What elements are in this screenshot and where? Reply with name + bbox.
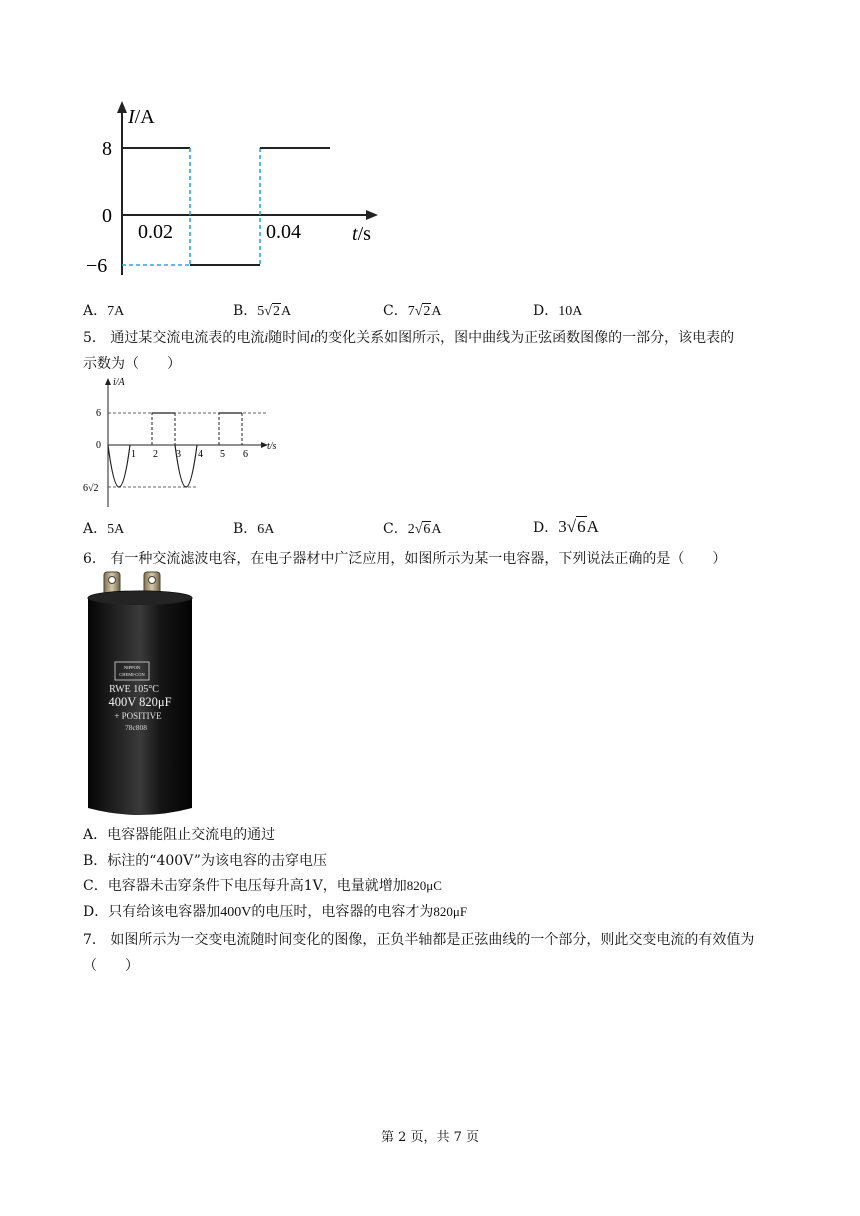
q4-option-c[interactable] — [383, 302, 442, 321]
option-radicand: 6 — [423, 522, 431, 537]
q7-stem-line2: （ ） — [83, 958, 139, 974]
option-label: C． — [383, 521, 408, 537]
q6-option-c[interactable] — [83, 877, 442, 895]
option-unit: A — [586, 517, 599, 536]
cap-line-2: 400V 820μF — [108, 695, 172, 709]
q7-stem-line1 — [83, 931, 754, 949]
q4-x-arrow — [366, 210, 378, 220]
option-value: 400V — [220, 905, 252, 920]
q4-option-b[interactable] — [233, 302, 291, 321]
cap-line-4: 78c808 — [124, 723, 148, 732]
q4-current-graph — [80, 95, 390, 285]
option-label: A． — [83, 303, 108, 319]
q5-option-a[interactable] — [83, 520, 124, 539]
option-label: D． — [533, 520, 559, 536]
q5-tick-0: 0 — [96, 440, 101, 451]
cap-line-3: + POSITIVE — [114, 711, 162, 721]
option-radicand: 6 — [577, 517, 586, 536]
q6-option-b[interactable]: B．标注的“400V”为该电容的击穿电压 — [83, 853, 327, 869]
q5-x-tick-label: 2 — [153, 449, 158, 460]
option-value: 7A — [107, 304, 125, 319]
sqrt-symbol: √6 — [414, 522, 431, 537]
question-number: 7． — [83, 932, 106, 948]
option-value: 6A — [257, 522, 275, 537]
option-label: C． — [383, 303, 408, 319]
option-value: 820μC — [406, 878, 442, 893]
q4-x-label: t/s — [352, 223, 371, 245]
q6-option-d[interactable] — [83, 903, 467, 922]
question-number: 5． — [83, 330, 106, 346]
page-footer: 第 2 页，共 7 页 — [380, 1130, 480, 1145]
option-radicand: 2 — [272, 304, 280, 319]
q5-option-d[interactable] — [533, 518, 599, 537]
q4-tick-002: 0.02 — [138, 221, 173, 243]
q5-stem-line1 — [83, 329, 734, 348]
q5-current-graph — [80, 375, 290, 515]
sqrt-symbol: √6 — [566, 517, 586, 536]
q4-tick-neg6: −6 — [86, 255, 108, 277]
q5-tick-6: 6 — [96, 408, 101, 419]
capacitor-photo — [82, 568, 202, 822]
q4-option-a[interactable] — [83, 302, 124, 321]
option-text: 的电压时，电容器的电容才为 — [251, 904, 434, 920]
q4-tick-8: 8 — [102, 138, 112, 160]
option-value: 820μF — [433, 904, 468, 919]
option-coef: 5 — [257, 304, 265, 319]
option-coef: 2 — [407, 522, 415, 537]
q4-tick-004: 0.04 — [266, 221, 301, 243]
option-text: C．电容器未击穿条件下电压每升高1V，电量就增加 — [83, 878, 407, 894]
q4-option-d[interactable] — [533, 302, 582, 321]
q4-y-arrow — [117, 101, 127, 113]
stem-var: i — [264, 331, 269, 346]
q5-x-tick-label: 5 — [220, 449, 225, 460]
stem-text: 有一种交流滤波电容，在电子器材中广泛应用，如图所示为某一电容器，下列说法正确的是（ ） — [110, 551, 727, 567]
q5-x-tick-label: 4 — [198, 449, 203, 460]
option-label: A． — [83, 521, 108, 537]
option-unit: A — [280, 304, 292, 319]
stem-text: 随时间 — [268, 330, 311, 346]
stem-var: t — [310, 331, 315, 346]
sqrt-symbol: √2 — [264, 304, 280, 319]
cap-brand-2: CHEMI-CON — [119, 672, 145, 677]
option-unit: A — [431, 304, 442, 319]
q6-stem — [83, 550, 726, 568]
q4-tick-0: 0 — [102, 205, 112, 227]
option-coef: 7 — [407, 304, 415, 319]
cap-line-1: RWE 105°C — [109, 684, 159, 695]
option-value: 10A — [558, 304, 583, 319]
q5-x-tick-label: 1 — [131, 449, 136, 460]
q5-y-label: i/A — [113, 377, 125, 388]
stem-text: 的变化关系如图所示，图中曲线为正弦函数图像的一部分，该电表的 — [314, 330, 735, 346]
stem-text: 如图所示为一交变电流随时间变化的图像，正负半轴都是正弦曲线的一个部分，则此交变电流的有效值为 — [110, 932, 755, 948]
option-label: D． — [533, 303, 559, 319]
option-text: D．只有给该电容器加 — [83, 904, 221, 920]
q5-option-c[interactable] — [383, 520, 442, 539]
q5-x-label: t/s — [267, 441, 277, 452]
option-label: B． — [233, 303, 258, 319]
sqrt-symbol: √2 — [414, 304, 431, 319]
q4-y-label: I/A — [128, 106, 155, 128]
option-value: 5A — [107, 522, 125, 537]
q6-option-a[interactable]: A．电容器能阻止交流电的通过 — [83, 827, 276, 843]
q5-x-ticks — [131, 449, 248, 460]
option-label: B． — [233, 521, 258, 537]
cap-brand-1: NIPPON — [123, 665, 141, 670]
q5-tick-neg: 6√2 — [83, 483, 99, 494]
q5-stem-line2: 示数为（ ） — [83, 356, 181, 372]
q5-x-tick-label: 3 — [176, 449, 181, 460]
option-unit: A — [431, 522, 442, 537]
option-coef: 3 — [558, 517, 567, 536]
question-number: 6． — [83, 551, 106, 567]
stem-text: 通过某交流电流表的电流 — [110, 330, 265, 346]
q5-option-b[interactable] — [233, 520, 274, 539]
q5-x-tick-label: 6 — [243, 449, 248, 460]
option-radicand: 2 — [423, 304, 431, 319]
